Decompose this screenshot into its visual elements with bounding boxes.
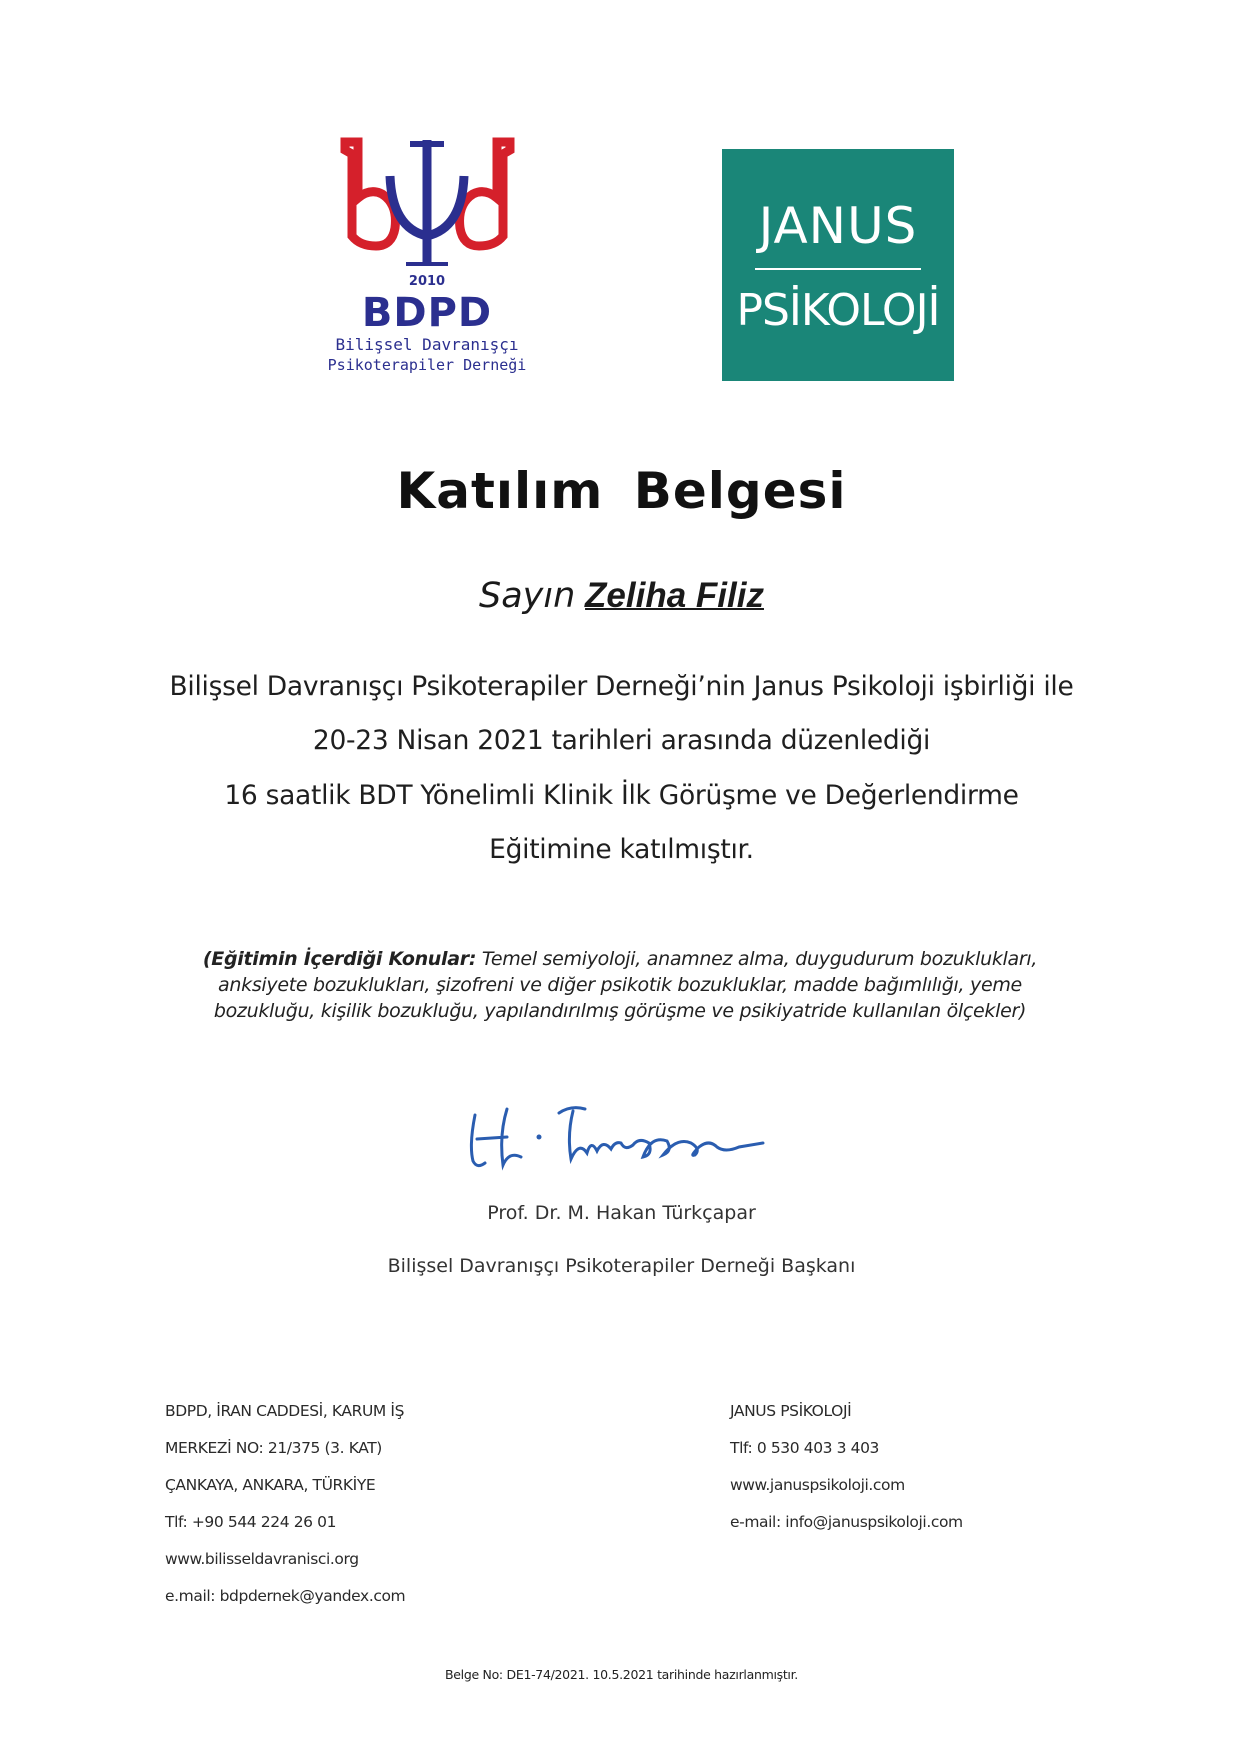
signature-icon bbox=[463, 1095, 783, 1175]
bdpd-emblem-icon bbox=[327, 136, 527, 386]
website-line: www.bilisseldavranisci.org bbox=[165, 1550, 359, 1568]
topics-text: Temel semiyoloji, anamnez alma, duygudurum bozuklukları, anksiyete bozuklukları, şizofreni ve diğer psikotik bozukluklar, madde bağımlılığı, yeme bozukluğu, kişilik bozukluğu, yapılandırılmış görüşme ve psikiyatride kullanılan ölçekler) bbox=[213, 948, 1038, 1022]
body-line-4: Eğitimine katılmıştır. bbox=[489, 834, 754, 865]
address-line: BDPD, İRAN CADDESİ, KARUM İŞ bbox=[165, 1402, 405, 1420]
bdpd-line1: Bilişsel Davranışçı bbox=[335, 335, 519, 354]
signer-title: Bilişsel Davranışçı Psikoterapiler Derneği Başkanı bbox=[387, 1255, 856, 1277]
greeting bbox=[0, 576, 1243, 616]
body-line-1: Bilişsel Davranışçı Psikoterapiler Derneği’nin Janus Psikoloji işbirliği ile bbox=[169, 671, 1074, 702]
salutation: Sayın bbox=[479, 576, 576, 616]
bdpd-logo bbox=[327, 136, 527, 386]
address-line: ÇANKAYA, ANKARA, TÜRKİYE bbox=[165, 1476, 376, 1494]
address-line: MERKEZİ NO: 21/375 (3. KAT) bbox=[165, 1439, 382, 1457]
email-line: e.mail: bdpdernek@yandex.com bbox=[165, 1587, 406, 1605]
bdpd-address bbox=[165, 1393, 405, 1615]
janus-address bbox=[730, 1393, 963, 1541]
body-line-2: 20-23 Nisan 2021 tarihleri arasında düzenlediği bbox=[312, 725, 931, 756]
training-topics bbox=[170, 946, 1070, 1024]
topics-label: (Eğitimin İçerdiği Konular: bbox=[202, 948, 477, 970]
website-line: www.januspsikoloji.com bbox=[730, 1476, 905, 1494]
signer-name: Prof. Dr. M. Hakan Türkçapar bbox=[487, 1202, 756, 1224]
janus-logo bbox=[722, 149, 954, 381]
document-number: Belge No: DE1-74/2021. 10.5.2021 tarihinde hazırlanmıştır. bbox=[445, 1667, 798, 1682]
certificate-title: Katılım Belgesi bbox=[396, 462, 847, 520]
signature bbox=[463, 1095, 783, 1175]
janus-word1: JANUS bbox=[758, 197, 918, 255]
recipient-name: Zeliha Filiz bbox=[585, 576, 764, 615]
phone-line: Tlf: +90 544 224 26 01 bbox=[165, 1513, 337, 1531]
bdpd-acronym: BDPD bbox=[361, 290, 493, 336]
bdpd-line2: Psikoterapiler Derneği bbox=[327, 356, 527, 374]
body-line-3: 16 saatlik BDT Yönelimli Klinik İlk Görüşme ve Değerlendirme bbox=[224, 780, 1019, 811]
email-line: e-mail: info@januspsikoloji.com bbox=[730, 1513, 963, 1531]
address-line: JANUS PSİKOLOJİ bbox=[730, 1402, 852, 1420]
bdpd-year: 2010 bbox=[408, 274, 446, 289]
janus-word2: PSİKOLOJİ bbox=[736, 285, 940, 336]
phone-line: Tlf: 0 530 403 3 403 bbox=[730, 1439, 880, 1457]
janus-divider bbox=[755, 268, 921, 270]
